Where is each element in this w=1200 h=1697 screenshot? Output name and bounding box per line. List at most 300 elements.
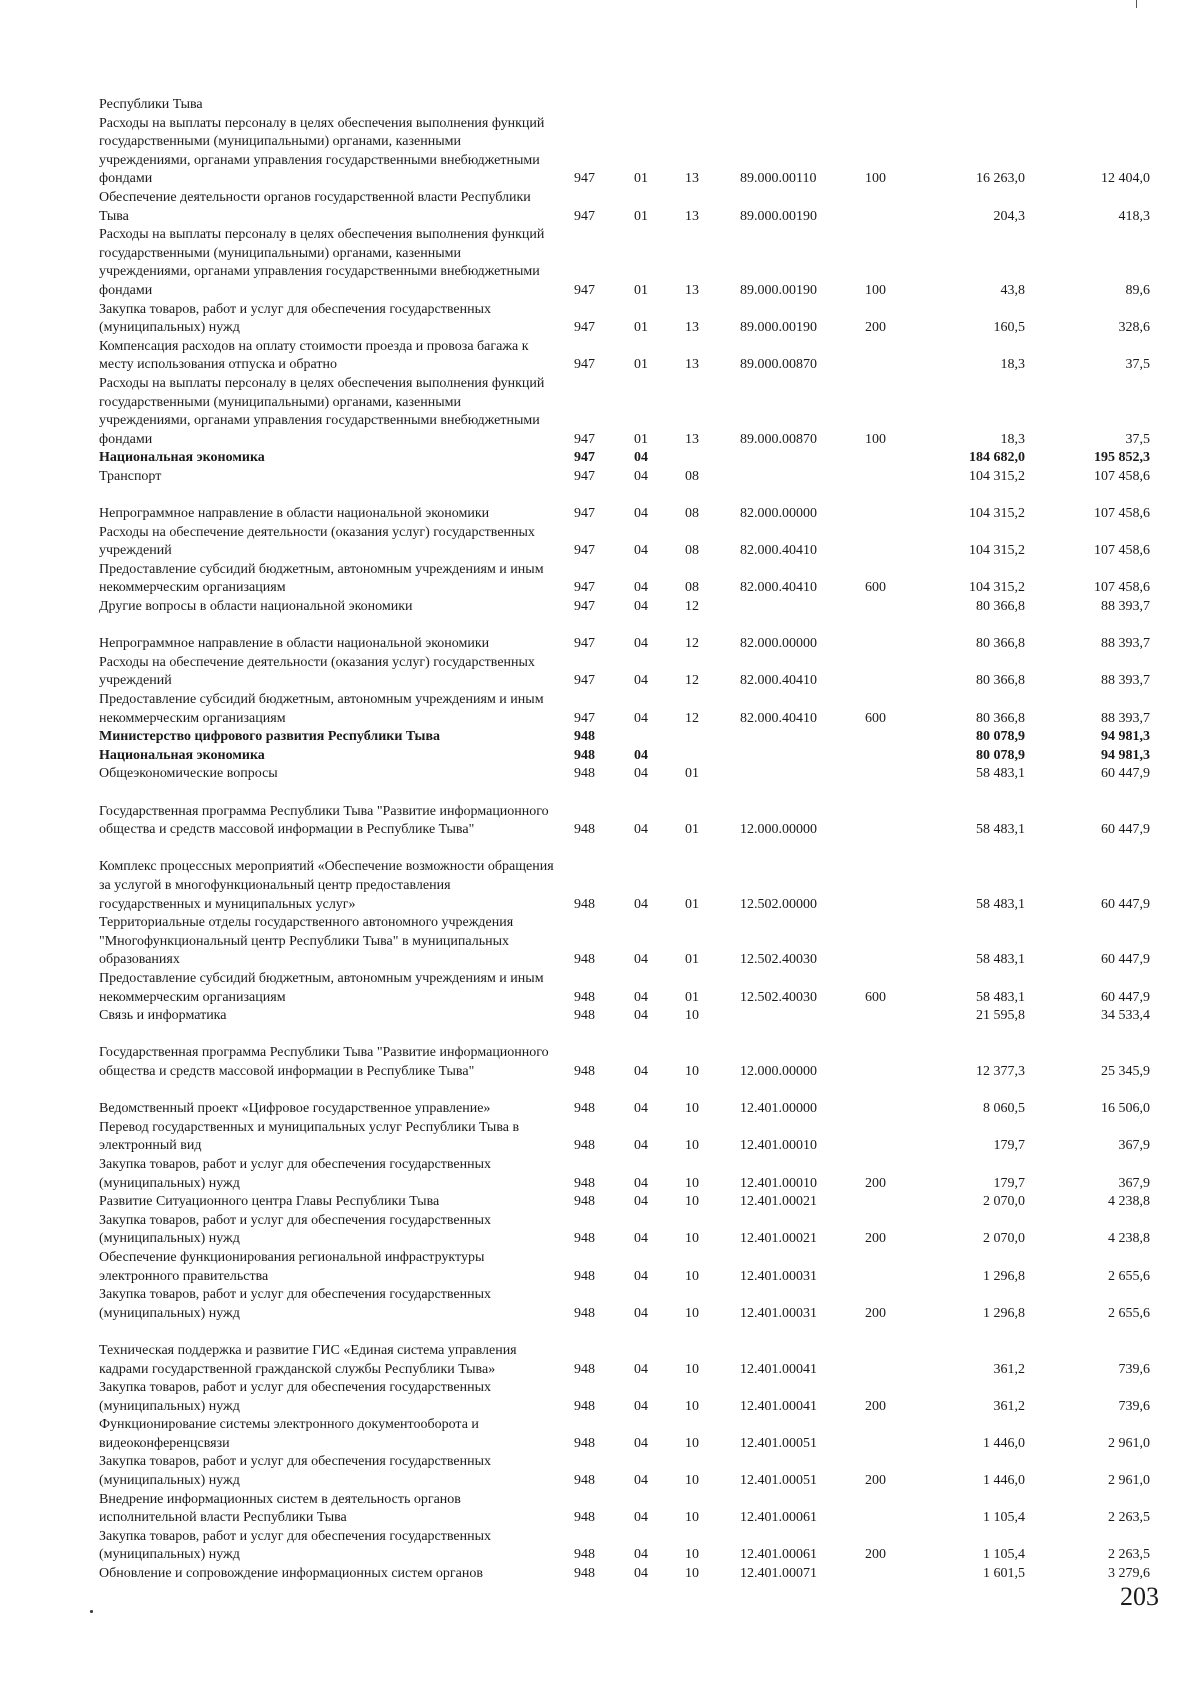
amount-year2: 107 458,6 <box>1094 543 1150 559</box>
table-row <box>0 115 1200 189</box>
amount-year2: 2 263,5 <box>1108 1547 1150 1563</box>
code-gr: 948 <box>574 1473 595 1489</box>
code-rz: 04 <box>634 747 648 763</box>
code-cs: 12.000.00000 <box>740 1063 817 1079</box>
code-pr: 10 <box>685 1510 699 1526</box>
code-gr: 947 <box>574 357 595 373</box>
amount-year2: 3 279,6 <box>1108 1566 1150 1582</box>
row-name: Закупка товаров, работ и услуг для обеспечения государственных (муниципальных) нужд <box>99 301 492 336</box>
amount-year1: 1 446,0 <box>983 1473 1025 1489</box>
amount-year1: 2 070,0 <box>983 1194 1025 1210</box>
code-pr: 10 <box>685 1305 699 1321</box>
amount-year1: 1 446,0 <box>983 1435 1025 1451</box>
code-gr: 947 <box>574 450 595 466</box>
scan-dot <box>90 1610 93 1613</box>
row-name: Перевод государственных и муниципальных услуг Республики Тыва в электронный вид <box>99 1119 520 1154</box>
amount-year1: 80 366,8 <box>976 710 1025 726</box>
table-row <box>0 1528 1200 1565</box>
amount-year1: 104 315,2 <box>969 580 1025 596</box>
row-name: Внедрение информационных систем в деятельность органов исполнительной власти Республики Тыва <box>99 1491 461 1526</box>
amount-year1: 160,5 <box>993 320 1025 336</box>
code-gr: 948 <box>574 896 595 912</box>
row-name: Территориальные отделы государственного автономного учреждения "Многофункциональный центр Республики Тыва" в муниципальных образованиях <box>99 915 514 968</box>
code-rz: 01 <box>634 208 648 224</box>
code-pr: 10 <box>685 1398 699 1414</box>
code-pr: 01 <box>685 766 699 782</box>
row-name: Транспорт <box>99 468 162 484</box>
row-name: Общеэкономические вопросы <box>99 766 278 782</box>
row-name: Расходы на выплаты персоналу в целях обеспечения выполнения функций государственными (муниципальными) органами, казенными учреждениями, органами управления государственными внебюджетными фондами <box>99 375 545 447</box>
code-rz: 04 <box>634 1305 648 1321</box>
table-row <box>0 1286 1200 1323</box>
amount-year1: 18,3 <box>1000 357 1025 373</box>
code-pr: 01 <box>685 896 699 912</box>
code-cs: 12.401.00031 <box>740 1305 817 1321</box>
code-gr: 947 <box>574 543 595 559</box>
code-cs: 12.401.00021 <box>740 1194 817 1210</box>
code-pr: 08 <box>685 506 699 522</box>
row-name: Развитие Ситуационного центра Главы Республики Тыва <box>99 1194 440 1210</box>
amount-year1: 104 315,2 <box>969 468 1025 484</box>
code-gr: 948 <box>574 822 595 838</box>
table-row <box>0 598 1200 617</box>
code-gr: 947 <box>574 636 595 652</box>
code-cs: 89.000.00190 <box>740 208 817 224</box>
code-gr: 947 <box>574 599 595 615</box>
amount-year1: 80 366,8 <box>976 673 1025 689</box>
amount-year1: 58 483,1 <box>976 952 1025 968</box>
amount-year2: 60 447,9 <box>1101 896 1150 912</box>
code-rz: 01 <box>634 282 648 298</box>
amount-year2: 367,9 <box>1118 1138 1150 1154</box>
code-cs: 12.000.00000 <box>740 822 817 838</box>
code-cs: 82.000.40410 <box>740 710 817 726</box>
table-row <box>0 226 1200 300</box>
code-rz: 04 <box>634 1008 648 1024</box>
code-cs: 12.401.00071 <box>740 1566 817 1582</box>
code-gr: 947 <box>574 282 595 298</box>
amount-year1: 179,7 <box>993 1138 1025 1154</box>
amount-year1: 204,3 <box>993 208 1025 224</box>
amount-year1: 80 366,8 <box>976 599 1025 615</box>
amount-year2: 89,6 <box>1125 282 1150 298</box>
code-pr: 01 <box>685 989 699 1005</box>
code-cs: 89.000.00870 <box>740 357 817 373</box>
table-row <box>0 654 1200 691</box>
code-cs: 12.401.00061 <box>740 1547 817 1563</box>
code-pr: 10 <box>685 1566 699 1582</box>
amount-year1: 1 105,4 <box>983 1510 1025 1526</box>
code-gr: 948 <box>574 747 595 763</box>
amount-year2: 367,9 <box>1118 1175 1150 1191</box>
amount-year2: 25 345,9 <box>1101 1063 1150 1079</box>
code-vr: 100 <box>865 282 886 298</box>
code-pr: 10 <box>685 1101 699 1117</box>
code-rz: 04 <box>634 450 648 466</box>
table-row <box>0 1119 1200 1156</box>
code-cs: 89.000.00870 <box>740 431 817 447</box>
code-gr: 948 <box>574 1231 595 1247</box>
code-rz: 04 <box>634 543 648 559</box>
code-rz: 04 <box>634 1194 648 1210</box>
code-cs: 82.000.40410 <box>740 580 817 596</box>
amount-year2: 12 404,0 <box>1101 171 1150 187</box>
row-name: Национальная экономика <box>99 450 265 466</box>
code-rz: 04 <box>634 710 648 726</box>
table-row <box>0 765 1200 784</box>
amount-year1: 1 105,4 <box>983 1547 1025 1563</box>
code-cs: 12.401.00021 <box>740 1231 817 1247</box>
code-gr: 948 <box>574 1435 595 1451</box>
row-name: Расходы на выплаты персоналу в целях обеспечения выполнения функций государственными (муниципальными) органами, казенными учреждениями, органами управления государственными внебюджетными фондами <box>99 115 545 187</box>
table-row <box>0 784 1200 840</box>
code-rz: 04 <box>634 468 648 484</box>
code-rz: 04 <box>634 1473 648 1489</box>
code-gr: 947 <box>574 208 595 224</box>
row-name: Национальная экономика <box>99 747 265 763</box>
amount-year2: 37,5 <box>1125 431 1150 447</box>
code-vr: 200 <box>865 1231 886 1247</box>
table-row <box>0 1082 1200 1119</box>
code-pr: 12 <box>685 710 699 726</box>
table-row <box>0 1212 1200 1249</box>
row-name: Ведомственный проект «Цифровое государственное управление» <box>99 1101 491 1117</box>
code-cs: 82.000.00000 <box>740 636 817 652</box>
code-rz: 04 <box>634 599 648 615</box>
code-rz: 04 <box>634 673 648 689</box>
code-vr: 200 <box>865 1175 886 1191</box>
table-row <box>0 970 1200 1007</box>
code-pr: 10 <box>685 1194 699 1210</box>
code-vr: 200 <box>865 1305 886 1321</box>
code-cs: 12.401.00061 <box>740 1510 817 1526</box>
amount-year1: 361,2 <box>993 1398 1025 1414</box>
code-vr: 200 <box>865 320 886 336</box>
amount-year2: 88 393,7 <box>1101 636 1150 652</box>
row-name: Связь и информатика <box>99 1008 227 1024</box>
amount-year2: 2 961,0 <box>1108 1435 1150 1451</box>
amount-year1: 18,3 <box>1000 431 1025 447</box>
row-name: Закупка товаров, работ и услуг для обеспечения государственных (муниципальных) нужд <box>99 1212 492 1247</box>
row-name: Предоставление субсидий бюджетным, автономным учреждениям и иным некоммерческим организациям <box>99 692 544 726</box>
amount-year2: 107 458,6 <box>1094 468 1150 484</box>
code-gr: 948 <box>574 1008 595 1024</box>
code-rz: 04 <box>634 1063 648 1079</box>
code-cs: 89.000.00190 <box>740 282 817 298</box>
code-pr: 10 <box>685 1435 699 1451</box>
amount-year1: 58 483,1 <box>976 989 1025 1005</box>
amount-year1: 2 070,0 <box>983 1231 1025 1247</box>
table-row <box>0 301 1200 338</box>
code-rz: 04 <box>634 1175 648 1191</box>
amount-year2: 94 981,3 <box>1101 729 1150 745</box>
code-pr: 12 <box>685 636 699 652</box>
code-gr: 948 <box>574 1063 595 1079</box>
code-rz: 01 <box>634 320 648 336</box>
code-rz: 04 <box>634 1231 648 1247</box>
code-pr: 10 <box>685 1473 699 1489</box>
code-pr: 13 <box>685 431 699 447</box>
code-gr: 947 <box>574 468 595 484</box>
table-row <box>0 1026 1200 1082</box>
code-rz: 04 <box>634 1547 648 1563</box>
code-gr: 948 <box>574 1194 595 1210</box>
amount-year2: 4 238,8 <box>1108 1194 1150 1210</box>
amount-year1: 184 682,0 <box>969 450 1025 466</box>
code-pr: 13 <box>685 320 699 336</box>
code-pr: 10 <box>685 1063 699 1079</box>
code-vr: 200 <box>865 1547 886 1563</box>
amount-year2: 16 506,0 <box>1101 1101 1150 1117</box>
table-row <box>0 1249 1200 1286</box>
row-name: Расходы на выплаты персоналу в целях обеспечения выполнения функций государственными (муниципальными) органами, казенными учреждениями, органами управления государственными внебюджетными фондами <box>99 227 545 298</box>
code-pr: 10 <box>685 1231 699 1247</box>
amount-year2: 2 263,5 <box>1108 1510 1150 1526</box>
code-gr: 948 <box>574 1398 595 1414</box>
code-rz: 04 <box>634 1510 648 1526</box>
row-name: Непрограммное направление в области национальной экономики <box>99 506 490 522</box>
row-name: Закупка товаров, работ и услуг для обеспечения государственных (муниципальных) нужд <box>99 1156 492 1191</box>
code-vr: 100 <box>865 171 886 187</box>
code-cs: 12.401.00000 <box>740 1101 817 1117</box>
amount-year2: 60 447,9 <box>1101 989 1150 1005</box>
amount-year2: 107 458,6 <box>1094 506 1150 522</box>
code-gr: 948 <box>574 1268 595 1284</box>
code-cs: 12.502.00000 <box>740 896 817 912</box>
code-vr: 200 <box>865 1398 886 1414</box>
code-pr: 13 <box>685 171 699 187</box>
table-row <box>0 561 1200 598</box>
amount-year2: 2 655,6 <box>1108 1305 1150 1321</box>
budget-table <box>0 96 1200 1584</box>
amount-year2: 107 458,6 <box>1094 580 1150 596</box>
code-cs: 12.401.00051 <box>740 1473 817 1489</box>
code-cs: 82.000.00000 <box>740 506 817 522</box>
code-pr: 10 <box>685 1175 699 1191</box>
amount-year1: 8 060,5 <box>983 1101 1025 1117</box>
amount-year1: 58 483,1 <box>976 896 1025 912</box>
code-vr: 600 <box>865 580 886 596</box>
amount-year2: 195 852,3 <box>1094 450 1150 466</box>
code-pr: 08 <box>685 543 699 559</box>
amount-year1: 80 078,9 <box>976 729 1025 745</box>
code-cs: 12.401.00031 <box>740 1268 817 1284</box>
page-number: 203 <box>1120 1582 1159 1611</box>
amount-year2: 60 447,9 <box>1101 766 1150 782</box>
code-cs: 12.502.40030 <box>740 952 817 968</box>
code-gr: 948 <box>574 952 595 968</box>
amount-year2: 2 961,0 <box>1108 1473 1150 1489</box>
code-rz: 04 <box>634 506 648 522</box>
row-name: Закупка товаров, работ и услуг для обеспечения государственных (муниципальных) нужд <box>99 1380 492 1414</box>
amount-year1: 80 078,9 <box>976 747 1025 763</box>
amount-year2: 418,3 <box>1118 208 1150 224</box>
code-cs: 89.000.00110 <box>740 171 817 187</box>
code-rz: 04 <box>634 1138 648 1154</box>
row-name: Обеспечение функционирования региональной инфраструктуры электронного правительства <box>99 1249 485 1284</box>
code-pr: 13 <box>685 282 699 298</box>
amount-year2: 739,6 <box>1118 1361 1150 1377</box>
row-name: Функционирование системы электронного документооборота и видеоконференцсвязи <box>99 1417 479 1451</box>
code-vr: 600 <box>865 710 886 726</box>
code-gr: 948 <box>574 1510 595 1526</box>
code-vr: 100 <box>865 431 886 447</box>
amount-year2: 60 447,9 <box>1101 822 1150 838</box>
table-row <box>0 728 1200 747</box>
table-row <box>0 189 1200 226</box>
table-row <box>0 449 1200 468</box>
code-rz: 04 <box>634 1361 648 1377</box>
code-rz: 04 <box>634 1101 648 1117</box>
amount-year1: 1 601,5 <box>983 1566 1025 1582</box>
code-gr: 947 <box>574 171 595 187</box>
row-name: Министерство цифрового развития Республики Тыва <box>99 729 441 745</box>
amount-year1: 80 366,8 <box>976 636 1025 652</box>
code-rz: 04 <box>634 580 648 596</box>
amount-year2: 94 981,3 <box>1101 747 1150 763</box>
code-gr: 948 <box>574 1101 595 1117</box>
amount-year1: 179,7 <box>993 1175 1025 1191</box>
code-gr: 947 <box>574 320 595 336</box>
amount-year2: 34 533,4 <box>1101 1008 1150 1024</box>
row-name: Государственная программа Республики Тыва "Развитие информационного общества и средств массовой информации в Республике Тыва" <box>99 803 549 838</box>
amount-year1: 1 296,8 <box>983 1305 1025 1321</box>
code-gr: 948 <box>574 1361 595 1377</box>
row-name: Предоставление субсидий бюджетным, автономным учреждениям и иным некоммерческим организациям <box>99 971 544 1005</box>
code-rz: 04 <box>634 1566 648 1582</box>
code-gr: 948 <box>574 1547 595 1563</box>
code-cs: 82.000.40410 <box>740 673 817 689</box>
code-gr: 948 <box>574 1138 595 1154</box>
amount-year1: 104 315,2 <box>969 506 1025 522</box>
amount-year2: 739,6 <box>1118 1398 1150 1414</box>
amount-year1: 1 296,8 <box>983 1268 1025 1284</box>
row-name: Техническая поддержка и развитие ГИС «Единая система управления кадрами государственной гражданской службы Республики Тыва» <box>99 1342 517 1377</box>
code-vr: 200 <box>865 1473 886 1489</box>
amount-year1: 58 483,1 <box>976 766 1025 782</box>
table-row <box>0 1565 1200 1584</box>
code-gr: 947 <box>574 673 595 689</box>
table-row <box>0 617 1200 654</box>
code-rz: 04 <box>634 822 648 838</box>
code-gr: 947 <box>574 710 595 726</box>
table-row <box>0 524 1200 561</box>
amount-year2: 88 393,7 <box>1101 673 1150 689</box>
code-pr: 08 <box>685 468 699 484</box>
code-pr: 13 <box>685 208 699 224</box>
code-rz: 04 <box>634 952 648 968</box>
amount-year2: 4 238,8 <box>1108 1231 1150 1247</box>
table-row <box>0 375 1200 449</box>
code-pr: 10 <box>685 1268 699 1284</box>
amount-year2: 88 393,7 <box>1101 599 1150 615</box>
row-name: Обеспечение деятельности органов государственной власти Республики Тыва <box>99 189 531 224</box>
code-rz: 04 <box>634 1435 648 1451</box>
code-cs: 12.401.00051 <box>740 1435 817 1451</box>
code-pr: 01 <box>685 822 699 838</box>
code-rz: 01 <box>634 171 648 187</box>
code-gr: 947 <box>574 431 595 447</box>
table-row <box>0 914 1200 970</box>
table-row <box>0 1453 1200 1490</box>
code-pr: 12 <box>685 599 699 615</box>
code-gr: 948 <box>574 989 595 1005</box>
amount-year2: 328,6 <box>1118 320 1150 336</box>
code-gr: 947 <box>574 506 595 522</box>
row-name: Расходы на обеспечение деятельности (оказания услуг) государственных учреждений <box>99 654 535 689</box>
code-vr: 600 <box>865 989 886 1005</box>
row-name: Республики Тыва <box>99 97 203 112</box>
code-gr: 947 <box>574 580 595 596</box>
table-row <box>0 1156 1200 1193</box>
code-rz: 04 <box>634 636 648 652</box>
code-cs: 12.401.00041 <box>740 1398 817 1414</box>
row-name: Другие вопросы в области национальной экономики <box>99 599 413 615</box>
code-gr: 948 <box>574 1175 595 1191</box>
row-name: Закупка товаров, работ и услуг для обеспечения государственных (муниципальных) нужд <box>99 1528 492 1563</box>
code-rz: 04 <box>634 1398 648 1414</box>
code-pr: 10 <box>685 1361 699 1377</box>
row-name: Закупка товаров, работ и услуг для обеспечения государственных (муниципальных) нужд <box>99 1454 492 1489</box>
code-gr: 948 <box>574 1305 595 1321</box>
code-pr: 10 <box>685 1138 699 1154</box>
code-gr: 948 <box>574 729 595 745</box>
table-row <box>0 338 1200 375</box>
code-gr: 948 <box>574 1566 595 1582</box>
table-row <box>0 1379 1200 1416</box>
table-row <box>0 747 1200 766</box>
table-row <box>0 1323 1200 1379</box>
amount-year1: 43,8 <box>1000 282 1025 298</box>
table-row <box>0 1416 1200 1453</box>
amount-year2: 2 655,6 <box>1108 1268 1150 1284</box>
code-rz: 04 <box>634 1268 648 1284</box>
amount-year1: 16 263,0 <box>976 171 1025 187</box>
table-row <box>0 840 1200 914</box>
amount-year2: 60 447,9 <box>1101 952 1150 968</box>
row-name: Закупка товаров, работ и услуг для обеспечения государственных (муниципальных) нужд <box>99 1287 492 1321</box>
table-row <box>0 96 1200 115</box>
code-cs: 12.401.00010 <box>740 1138 817 1154</box>
code-pr: 10 <box>685 1547 699 1563</box>
amount-year2: 88 393,7 <box>1101 710 1150 726</box>
amount-year1: 58 483,1 <box>976 822 1025 838</box>
amount-year1: 104 315,2 <box>969 543 1025 559</box>
row-name: Обновление и сопровождение информационных систем органов <box>99 1566 483 1582</box>
code-rz: 04 <box>634 896 648 912</box>
row-name: Непрограммное направление в области национальной экономики <box>99 636 490 652</box>
code-gr: 948 <box>574 766 595 782</box>
amount-year1: 12 377,3 <box>976 1063 1025 1079</box>
row-name: Расходы на обеспечение деятельности (оказания услуг) государственных учреждений <box>99 524 535 559</box>
table-row <box>0 468 1200 487</box>
table-row <box>0 691 1200 728</box>
code-cs: 12.401.00041 <box>740 1361 817 1377</box>
table-row <box>0 1007 1200 1026</box>
code-pr: 01 <box>685 952 699 968</box>
code-cs: 12.502.40030 <box>740 989 817 1005</box>
code-pr: 13 <box>685 357 699 373</box>
code-rz: 04 <box>634 989 648 1005</box>
code-cs: 82.000.40410 <box>740 543 817 559</box>
row-name: Комплекс процессных мероприятий «Обеспечение возможности обращения за услугой в многофункциональный центр предоставления государственных и муниципальных услуг» <box>99 859 554 912</box>
code-cs: 12.401.00010 <box>740 1175 817 1191</box>
code-cs: 89.000.00190 <box>740 320 817 336</box>
row-name: Компенсация расходов на оплату стоимости проезда и провоза багажа к месту использования отпуска и обратно <box>99 338 529 373</box>
amount-year1: 361,2 <box>993 1361 1025 1377</box>
code-rz: 01 <box>634 357 648 373</box>
row-name: Предоставление субсидий бюджетным, автономным учреждениям и иным некоммерческим организациям <box>99 561 544 596</box>
